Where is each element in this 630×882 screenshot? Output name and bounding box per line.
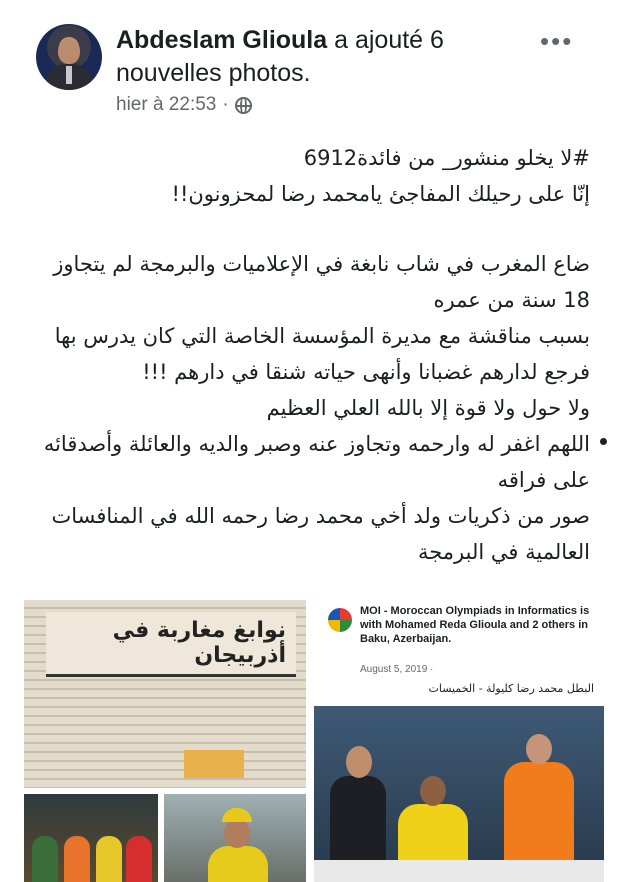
photo-shirt [208, 846, 268, 882]
globe-icon[interactable] [235, 97, 252, 114]
bullet-dot [600, 438, 607, 445]
post-text [30, 140, 590, 570]
author-line [116, 24, 536, 90]
post-timestamp[interactable]: hier à 22:53 [116, 94, 217, 115]
photo-person [64, 836, 90, 882]
post-line: صور من ذكريات ولد أخي محمد رضا رحمه الله في المنافسات العالمية في البرمجة [51, 504, 590, 564]
photo-person [32, 836, 58, 882]
post-line: ضاع المغرب في شاب نابغة في الإعلاميات والبرمجة لم يتجاوز 18 سنة من عمره [53, 252, 590, 312]
moi-logo-icon [328, 608, 352, 632]
photo-portrait[interactable] [164, 794, 306, 882]
post-action: a ajouté 6 nouvelles photos. [116, 26, 444, 87]
shared-page-title: MOI - Moroccan Olympiads in Informatics is with Mohamed Reda Glioula and 2 others in Baku, Azerbaijan. [360, 605, 590, 645]
photo-head [224, 818, 250, 848]
post-line: #لا يخلو منشور_ من فائدة6912 [303, 146, 590, 170]
photo-medals[interactable] [24, 794, 158, 882]
photo-cap [222, 808, 252, 822]
photo-shared-post[interactable] [320, 600, 604, 700]
post-gap [30, 212, 590, 246]
more-options-button[interactable]: ••• [540, 26, 574, 56]
photo-desk [314, 860, 604, 882]
photo-competition[interactable] [314, 706, 604, 882]
post-line: اللهم اغفر له وارحمه وتجاوز عنه وصبر والديه والعائلة وأصدقائه على فراقه [43, 432, 590, 492]
shared-page-caption: البطل محمد رضا كليولة - الخميسات [428, 682, 594, 695]
photo-person [96, 836, 122, 882]
newspaper-headline: نوابغ مغاربة في أذربيجان [46, 612, 296, 677]
post-header [0, 0, 630, 120]
post-line: بسبب مناقشة مع مديرة المؤسسة الخاصة التي كان يدرس بها فرجع لدارهم غضبانا وأنهى حياته شنقا في دارهم !!! [54, 324, 590, 384]
avatar-face [58, 38, 80, 64]
newspaper-photo [184, 750, 244, 778]
post-line: إنّا على رحيلك المفاجئ يامحمد رضا لمحزونون!! [171, 182, 590, 206]
photo-newspaper[interactable] [24, 600, 306, 788]
shared-page-date: August 5, 2019 · [360, 664, 434, 675]
avatar-tie [66, 66, 72, 84]
meta-separator: · [222, 94, 229, 115]
photo-grid [24, 600, 604, 882]
post-line: ولا حول ولا قوة إلا بالله العلي العظيم [266, 396, 590, 420]
avatar[interactable] [36, 24, 102, 90]
photo-person [126, 836, 152, 882]
post-meta [116, 94, 252, 116]
author-name[interactable]: Abdeslam Glioula [116, 26, 328, 54]
